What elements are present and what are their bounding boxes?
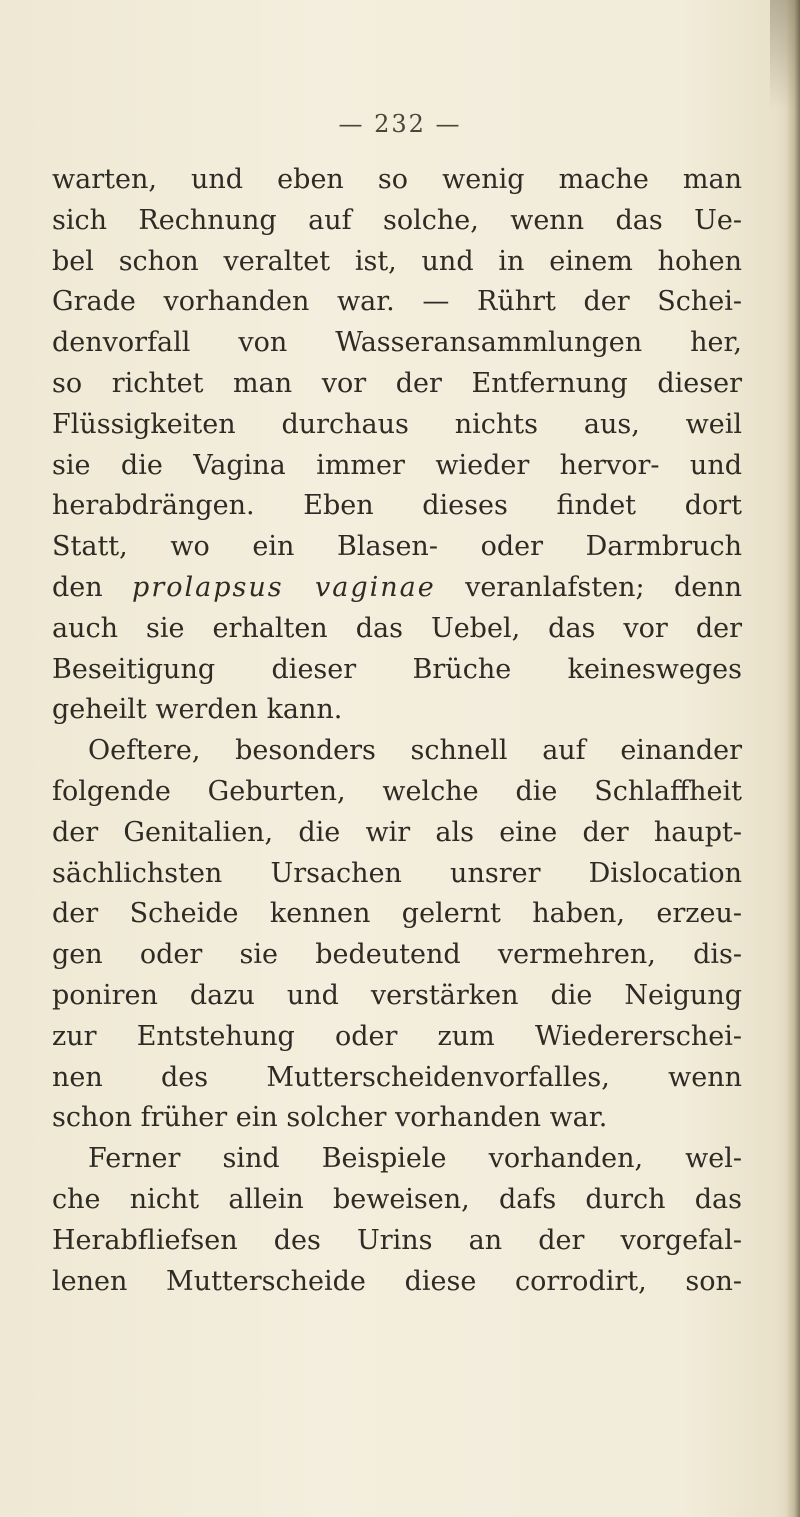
text-line: lenen Mutterscheide diese corrodirt, son- [52, 1265, 742, 1297]
text-fragment: den [52, 571, 133, 603]
text-line: poniren dazu und verstärken die Neigung [52, 979, 742, 1011]
text-line: Flüssigkeiten durchaus nichts aus, weil [52, 408, 742, 440]
text-line: sächlichsten Ursachen unsrer Dislocation [52, 857, 742, 889]
latin-term: prolapsus vaginae [132, 571, 436, 603]
text-line: gen oder sie bedeutend vermehren, dis- [52, 939, 742, 971]
text-line: sie die Vagina immer wieder hervor- und [52, 449, 742, 481]
text-line: zur Entstehung oder zum Wiedererschei- [52, 1020, 742, 1052]
text-line: auch sie erhalten das Uebel, das vor der [52, 612, 742, 644]
paragraph-start-line: Oeftere, besonders schnell auf einander [88, 735, 742, 767]
text-line-with-latin-term [52, 568, 742, 609]
text-line: sich Rechnung auf solche, wenn das Ue- [52, 204, 742, 236]
text-line: der Scheide kennen gelernt haben, erzeu- [52, 898, 742, 930]
text-line: Statt, wo ein Blasen- oder Darmbruch [52, 531, 742, 563]
text-line: folgende Geburten, welche die Schlaffheit [52, 775, 742, 807]
text-line: Beseitigung dieser Brüche keinesweges [52, 653, 742, 685]
body-text [52, 160, 742, 1302]
text-fragment: veranlafsten; denn [435, 571, 742, 603]
text-line: so richtet man vor der Entfernung dieser [52, 367, 742, 399]
text-line: che nicht allein beweisen, dafs durch das [52, 1183, 742, 1215]
text-line: geheilt werden kann. [52, 694, 343, 726]
page-number: — 232 — [338, 110, 462, 138]
text-line: denvorfall von Wasseransammlungen her, [52, 327, 742, 359]
text-line: der Genitalien, die wir als eine der haupt- [52, 816, 742, 848]
text-line: nen des Mutterscheidenvorfalles, wenn [52, 1061, 742, 1093]
binding-shadow [786, 0, 800, 1517]
text-line: warten, und eben so wenig mache man [52, 164, 742, 195]
text-line: herabdrängen. Eben dieses findet dort [52, 490, 742, 522]
text-line: schon früher ein solcher vorhanden war. [52, 1102, 608, 1134]
text-line: Herabfliefsen des Urins an der vorgefal- [52, 1224, 742, 1256]
text-line: bel schon veraltet ist, und in einem hohen [52, 245, 742, 277]
text-line: Grade vorhanden war. — Rührt der Schei- [52, 286, 742, 318]
paragraph-start-line: Ferner sind Beispiele vorhanden, wel- [88, 1143, 742, 1175]
